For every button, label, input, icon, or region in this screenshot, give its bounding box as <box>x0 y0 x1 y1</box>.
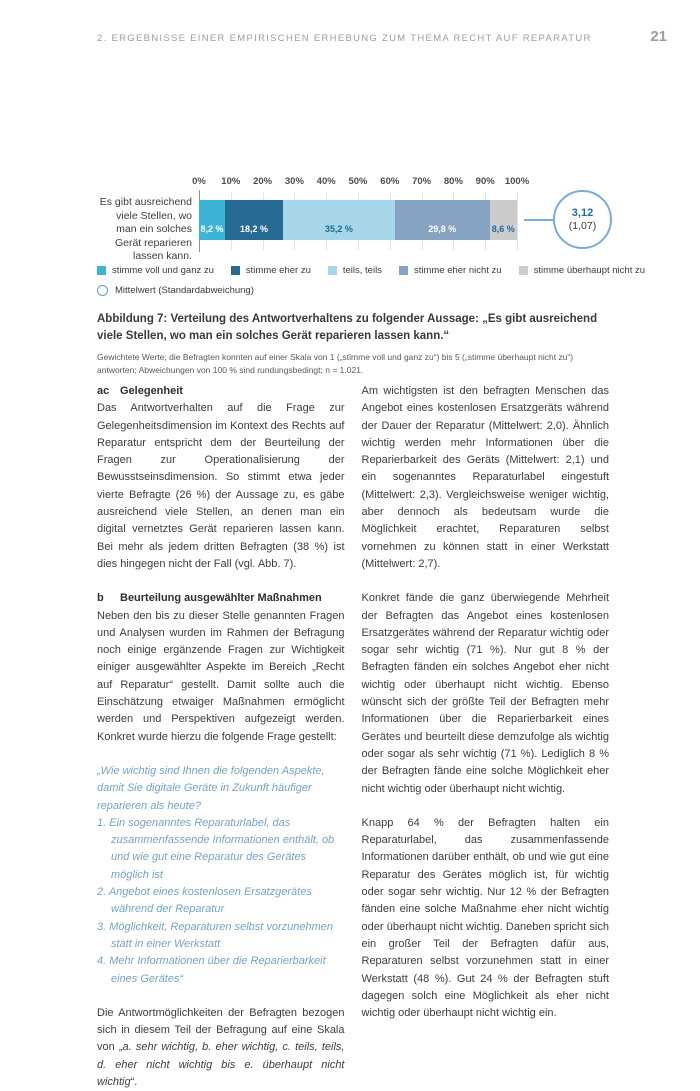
heading-massnahmen <box>97 590 345 607</box>
legend-mean-label: Mittelwert (Standardabweichung) <box>115 285 254 296</box>
heading-key: ac <box>97 385 110 397</box>
bar-segment-value: 8,2 % <box>200 224 224 234</box>
bar-segment-value: 18,2 % <box>239 224 269 234</box>
legend-swatch <box>97 266 106 275</box>
mean-circle <box>553 190 612 249</box>
mean-circle-icon <box>97 285 108 296</box>
axis-tick: 50% <box>348 176 368 187</box>
bar-segment <box>395 200 490 240</box>
std-dev-value: (1,07) <box>568 220 597 232</box>
bar-segment-value: 29,8 % <box>428 224 457 234</box>
axis-tick: 20% <box>253 176 273 187</box>
legend-label: stimme eher zu <box>245 265 311 276</box>
body-columns <box>97 383 609 1091</box>
scale-text-italic: a. sehr wichtig, b. eher wichtig, c. teils, teils, d. eher nicht wichtig bis e. überhaupt nicht wichtig <box>97 1041 345 1088</box>
question-item-list <box>97 815 345 988</box>
legend-item <box>399 265 502 276</box>
stacked-bar-chart <box>97 176 609 263</box>
question-item: 1. Ein sogenanntes Reparaturlabel, das zusammenfassende Informationen enthält, ob und wie gut eine Reparatur des Gerätes möglich ist <box>97 816 335 881</box>
gridline <box>517 192 518 250</box>
axis-tick: 60% <box>380 176 400 187</box>
stacked-bar <box>199 200 517 240</box>
legend-item <box>328 265 382 276</box>
legend-label: stimme eher nicht zu <box>413 265 502 276</box>
axis-tick: 70% <box>412 176 432 187</box>
paragraph: Das Antwortverhalten auf die Frage zur Gelegenheitsdimension im Kontext des Rechts auf Reparatur entspricht dem der Beurteilung der Fragen zur Operationalisierung der Bewusstseinsdimension. So stimmt etwa jeder vierte Befragte (26 %) der Aussage zu, es gäbe ausreichend viele Stellen, an denen man ein digital vernetztes Gerät reparieren lassen kann. Bei mehr als jedem dritten Befragten (38 %) ist dies hingegen nicht der Fall (vgl. Abb. 7). <box>97 402 345 570</box>
figure-note: Gewichtete Werte; die Befragten konnten auf einer Skala von 1 („stimme voll und ganz zu“) bis 5 („stimme überhaupt nicht zu“) antworten; Abweichungen von 100 % sind rundungsbedingt; n = 1.021. <box>97 352 574 375</box>
scale-text-close: “. <box>130 1075 138 1088</box>
heading-gelegenheit <box>97 383 345 400</box>
chart-legend <box>97 265 646 296</box>
axis-tick: 80% <box>443 176 463 187</box>
legend-item <box>231 265 311 276</box>
axis-tick: 10% <box>221 176 241 187</box>
chart-category-label: Es gibt ausreichend viele Stellen, wo man ein solches Gerät reparieren lassen kann. <box>99 196 192 263</box>
figure-caption: Abbildung 7: Verteilung des Antwortverhaltens zu folgender Aussage: „Es gibt ausreichend viele Stellen, wo man ein solches Gerät reparieren lassen kann.“ <box>97 313 598 342</box>
legend-label: stimme voll und ganz zu <box>112 265 214 276</box>
legend-swatch <box>328 266 337 275</box>
legend-item <box>97 265 214 276</box>
question-item: 3. Möglichkeit, Reparaturen selbst vorzunehmen statt in einer Werkstatt <box>97 920 334 950</box>
paragraph: Neben den bis zu dieser Stelle genannten Fragen und Analysen wurden im Rahmen der Befragung noch einige ergänzende Fragen zur Wichtigkeit einiger ausgewählter Aspekte im Bereich „Recht auf Reparatur“ gestellt. Damit sollte auch die Einschätzung etwaiger Maßnahmen ermöglicht werden und Perspektiven aufgezeigt werden. Konkret wurde hierzu die folgende Frage gestellt: <box>97 609 345 743</box>
running-head <box>97 28 667 45</box>
figure-7-block <box>97 176 646 376</box>
paragraph <box>97 1005 345 1091</box>
chapter-title: 2. ERGEBNISSE EINER EMPIRISCHEN ERHEBUNG ZUM THEMA RECHT AUF REPARATUR <box>97 33 592 44</box>
paragraph: Knapp 64 % der Befragten halten ein Reparaturlabel, das zusammenfassende Informationen darüber enthält, ob und wie gut eine Reparatur des Gerätes möglich ist, für wichtig oder sogar sehr wichtig. Nur 12 % der Befragten fänden eine solche Maßnahme eher nicht wichtig oder überhaupt nicht wichtig. Daneben spricht sich ein großer Teil der Befragten dafür aus, Reparaturen selbst vorzunehmen statt in einer Werkstatt (48 %). Gut 24 % der Befragten stuft dagegen solch eine Möglichkeit als eher nicht wichtig oder überhaupt nicht wichtig ein. <box>361 816 609 1020</box>
legend-swatch <box>519 266 528 275</box>
bar-segment <box>225 200 283 240</box>
axis-tick: 40% <box>316 176 336 187</box>
scale-text-normal: Die Antwortmöglichkeiten der Befragten bezogen sich in diesem Teil der Befragung auf eine Skala von „ <box>97 1006 345 1054</box>
x-axis-ticks <box>192 176 530 188</box>
paragraph: Am wichtigsten ist den befragten Menschen das Angebot eines kostenlosen Ersatzgeräts während der Dauer der Reparatur (Mittelwert: 2,0). Ähnlich wichtig werden mehr Informationen über die Reparierbarkeit des Geräts (Mittelwert: 2,1) und ein sogenanntes Reparaturlabel eingestuft (Mittelwert: 2,3). Vergleichsweise weniger wichtig, aber dennoch als bedeutsam wurde die Möglichkeit erachtet, Reparaturen selbst vornehmen zu können statt in einer Werkstatt (Mittelwert: 2,7). <box>361 385 609 570</box>
legend-label: stimme überhaupt nicht zu <box>533 265 646 276</box>
heading-text: Beurteilung ausgewählter Maßnahmen <box>120 592 322 605</box>
axis-tick: 0% <box>192 176 206 187</box>
legend-item <box>519 265 645 276</box>
plot-area <box>192 176 530 252</box>
legend-label: teils, teils <box>342 265 382 276</box>
left-column <box>97 383 345 1091</box>
question-intro: „Wie wichtig sind Ihnen die folgenden Aspekte, damit Sie digitale Geräte in Zukunft häufiger reparieren als heute? <box>97 764 325 812</box>
heading-text: Gelegenheit <box>120 385 183 397</box>
question-item: 4. Mehr Informationen über die Reparierbarkeit eines Gerätes“ <box>97 955 326 985</box>
heading-key: b <box>97 592 104 605</box>
legend-swatch <box>231 266 240 275</box>
bar-segment <box>283 200 395 240</box>
mean-connector-line <box>524 219 553 221</box>
right-column <box>362 383 610 1091</box>
question-item: 2. Angebot eines kostenlosen Ersatzgerätes während der Reparatur <box>97 886 312 916</box>
axis-tick: 30% <box>284 176 304 187</box>
paragraph: Konkret fände die ganz überwiegende Mehrheit der Befragten das Angebot eines kostenlosen Ersatzgerätes während der Reparatur wichtig oder sogar sehr wichtig (71 %). Nur gut 8 % der Befragten fänden ein solches Angebot eher nicht wichtig oder überhaupt nicht wichtig. Ebenso wünscht sich der größte Teil der Befragten mehr Informationen über die Reparierbarkeit eines Gerätes und beurteilt diese demzufolge als wichtig oder sogar als sehr wichtig (71 %). Lediglich 8 % der Befragten fände eine solche Möglichkeit eher nicht wichtig oder überhaupt nicht wichtig. <box>361 592 609 795</box>
survey-question-block <box>97 763 345 988</box>
bar-segment-value: 35,2 % <box>324 224 353 234</box>
legend-swatch <box>399 266 408 275</box>
page-number: 21 <box>650 28 667 45</box>
mean-value: 3,12 <box>571 207 594 219</box>
bar-segment <box>199 200 225 240</box>
axis-tick: 100% <box>504 176 530 187</box>
bar-segment-value: 8,6 % <box>491 224 515 234</box>
legend-row-scale <box>97 265 646 276</box>
legend-row-mean <box>97 285 609 296</box>
axis-tick: 90% <box>475 176 495 187</box>
bar-segment <box>490 200 517 240</box>
